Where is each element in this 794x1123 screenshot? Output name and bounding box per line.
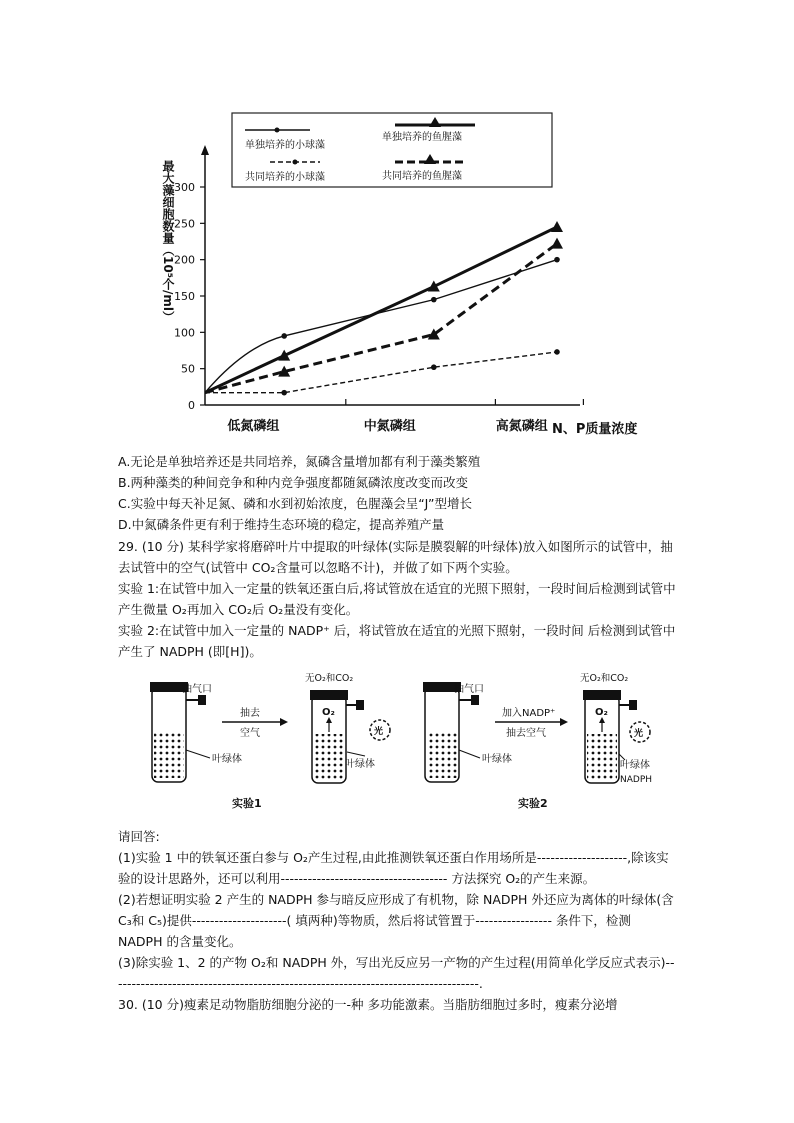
exp2-tube-before	[423, 682, 479, 782]
option-a: A.无论是单独培养还是共同培养，氮磷含量增加都有利于藻类繁殖	[118, 454, 481, 469]
svg-text:光: 光	[634, 729, 644, 739]
series-3-point	[551, 238, 563, 249]
y-tick-label: 250	[174, 217, 195, 231]
exp2-chloro-right-label: 叶绿体	[620, 760, 650, 771]
y-axis-title	[161, 159, 175, 323]
chart-series	[205, 221, 563, 395]
svg-text:光: 光	[374, 727, 384, 737]
exp1-arrow-label-1: 抽去	[240, 708, 260, 719]
exp1-top-label: 无O₂和CO₂	[305, 673, 354, 684]
exp1-port-label: 抽气口	[182, 684, 212, 695]
answer-2: (2)若想证明实验 2 产生的 NADPH 参与暗反应形成了有机物，除 NADPH 外还应为离体的叶绿体(含 C₃和 C₅)提供---------------------( 填两种)等物质，然后将试管置于----------------- 条件下，检测 NADPH 的含量变化。	[118, 892, 674, 949]
exp2-arrow-label-2: 抽去空气	[506, 728, 546, 739]
y-tick-label: 300	[174, 181, 195, 194]
y-tick-label: 100	[174, 326, 195, 340]
q29-exp1: 实验 1:在试管中加入一定量的铁氧还蛋白后,将试管放在适宜的光照下照射，一段时间后检测到试管中产生微量 O₂再加入 CO₂后 O₂量没有变化。	[118, 581, 676, 617]
option-b: B.两种藻类的种间竞争和种内竞争强度都随氮磷浓度改变而改变	[118, 475, 469, 490]
series-0-point	[431, 297, 437, 303]
exp1-tube-before	[150, 682, 206, 782]
exp1-arrow-label-2: 空气	[240, 728, 260, 739]
x-tick-label: 低氮磷组	[227, 419, 280, 434]
exp2-arrow-label-1: 加入NADP⁺	[502, 708, 556, 719]
series-line-1	[205, 227, 557, 393]
question-29	[118, 536, 678, 662]
question-29-answers	[118, 826, 678, 1015]
legend-label-0: 单独培养的小球藻	[245, 140, 325, 151]
series-line-0	[205, 260, 557, 393]
answers-prompt: 请回答:	[118, 829, 160, 844]
chart-legend	[232, 113, 552, 187]
x-tick-label: 高氮磷组	[495, 419, 548, 434]
series-2-point	[281, 390, 287, 396]
q29-exp2: 实验 2:在试管中加入一定量的 NADP⁺ 后，将试管放在适宜的光照下照射，一段时间 后检测到试管中产生了 NADPH (即[H])。	[118, 623, 676, 659]
legend-label-3: 共同培养的鱼腥藻	[382, 171, 462, 182]
series-0-point	[554, 257, 560, 263]
exp2-top-label: 无O₂和CO₂	[580, 673, 629, 684]
x-tick-label: 中氮磷组	[363, 419, 416, 434]
answer-3: (3)除实验 1、2 的产物 O₂和 NADPH 外，写出光反应另一产物的产生过程(用简单化学反应式表示)----------------------------------------------------------------------------------.	[118, 955, 675, 991]
exp2-light-icon	[630, 722, 650, 742]
option-c: C.实验中每天补足氮、磷和水到初始浓度，色腥藻会呈“J”型增长	[118, 496, 472, 511]
answer-1: (1)实验 1 中的铁氧还蛋白参与 O₂产生过程,由此推测铁氧还蛋白作用场所是--------------------,除该实验的设计思路外，还可以利用------------------------------------- 方法探究 O₂的产生来源。	[118, 850, 669, 886]
question-30: 30. (10 分)瘦素足动物脂肪细胞分泌的一-种 多功能激素。当脂肪细胞过多时，瘦素分泌增	[118, 997, 618, 1012]
legend-label-1: 单独培养的鱼腥藻	[382, 132, 462, 143]
exp1-caption: 实验1	[232, 797, 262, 810]
series-2-point	[431, 364, 437, 370]
series-1-point	[551, 221, 563, 232]
exp2-o2-label: O₂	[595, 707, 608, 718]
option-d: D.中氮磷条件更有利于维持生态环境的稳定，提高养殖产量	[118, 517, 445, 532]
exp1-chloro-left-label: 叶绿体	[212, 754, 242, 765]
svg-text:最大藻细胞数量（10⁵个/ml）: 最大藻细胞数量（10⁵个/ml）	[161, 160, 175, 323]
y-tick-label: 150	[174, 290, 195, 303]
series-line-2	[205, 352, 557, 393]
exp2-chloro-left-label: 叶绿体	[482, 754, 512, 765]
algae-line-chart	[150, 105, 670, 445]
exp1-o2-label: O₂	[322, 707, 335, 718]
legend-label-2: 共同培养的小球藻	[245, 172, 325, 183]
exp1-light-icon	[370, 720, 390, 740]
exp1-chloro-right-label: 叶绿体	[345, 759, 375, 770]
y-ticks	[174, 181, 205, 412]
q29-intro: 29. (10 分) 某科学家将磨碎叶片中提取的叶绿体(实际是膜裂解的叶绿体)放入如图所示的试管中，抽去试管中的空气(试管中 CO₂含量可以忽略不计)，并做了如下两个实验。	[118, 539, 673, 575]
series-line-3	[205, 244, 557, 393]
exp2-caption: 实验2	[518, 797, 548, 810]
experiment-figure	[140, 672, 660, 817]
y-tick-label: 0	[188, 399, 195, 412]
exp2-nadph-label: NADPH	[620, 775, 653, 785]
answer-options	[118, 451, 678, 535]
y-tick-label: 200	[174, 253, 195, 267]
exp2-port-label: 抽气口	[454, 684, 484, 695]
y-tick-label: 50	[181, 362, 195, 376]
y-axis-arrow	[201, 145, 209, 155]
series-2-point	[554, 349, 560, 355]
series-0-point	[281, 333, 287, 339]
x-axis-title: N、P质量浓度	[552, 422, 638, 437]
